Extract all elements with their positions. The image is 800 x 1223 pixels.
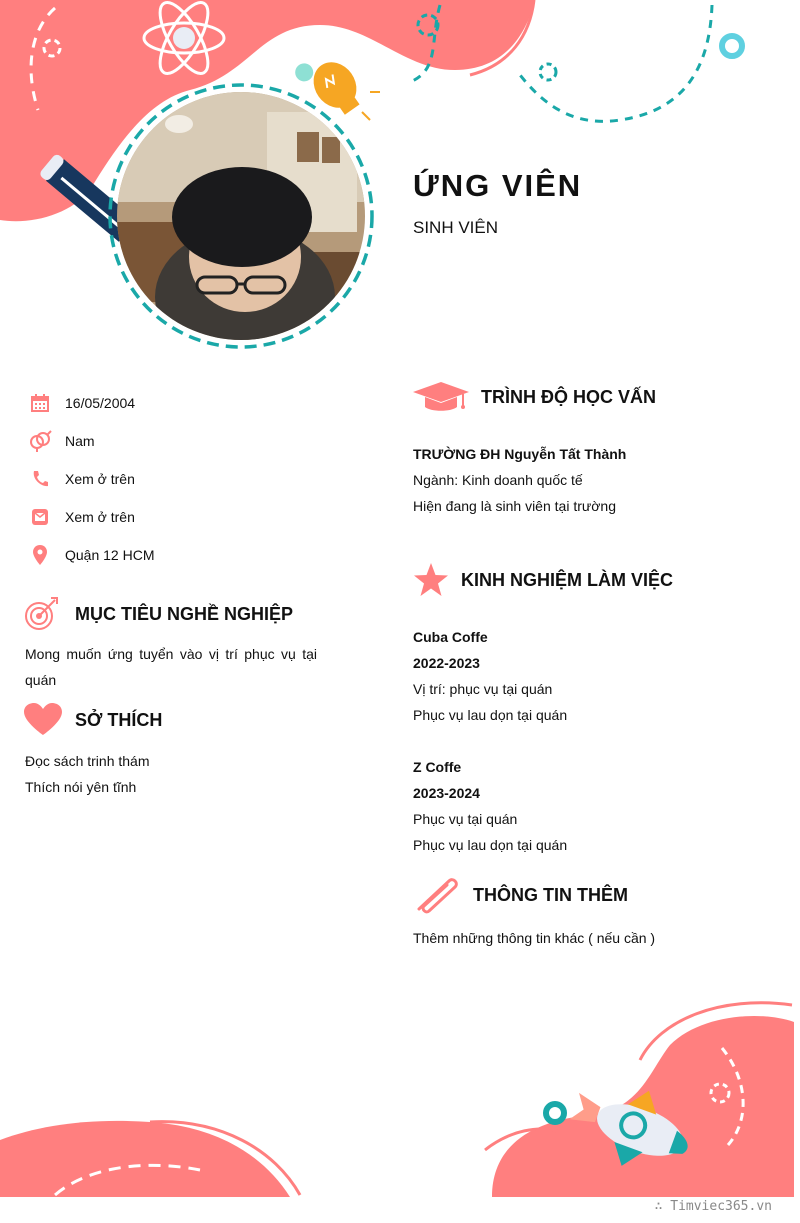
education-status: Hiện đang là sinh viên tại trường: [413, 498, 616, 514]
address-text: Quận 12 HCM: [65, 547, 155, 563]
candidate-title: SINH VIÊN: [413, 218, 499, 237]
experience-heading: [413, 563, 673, 597]
phone-text: Xem ở trên: [65, 471, 135, 487]
education-school: TRƯỜNG ĐH Nguyễn Tất Thành: [413, 446, 627, 462]
graduation-cap-icon: [413, 380, 469, 414]
job-line: Vị trí: phục vụ tại quán: [413, 681, 553, 697]
education-heading: [413, 380, 656, 414]
objective-text: Mong muốn ứng tuyển vào vị trí phục vụ tại quán: [25, 646, 317, 688]
contact-gender: [27, 422, 357, 460]
extra-heading: [413, 875, 628, 915]
extra-text: Thêm những thông tin khác ( nếu cần ): [413, 930, 656, 946]
avatar: [117, 92, 365, 340]
objective-heading: [24, 596, 293, 632]
contact-info: [27, 384, 357, 574]
heart-icon: [24, 703, 62, 737]
job-line: Phục vụ lau dọn tại quán: [413, 837, 568, 853]
contact-dob: [27, 384, 357, 422]
extra-heading-text: THÔNG TIN THÊM: [473, 884, 628, 905]
experience-job: [413, 754, 783, 858]
hobbies-list: [25, 748, 325, 800]
footer-decoration: [0, 990, 800, 1223]
contact-address: [27, 536, 357, 574]
candidate-name: ỨNG VIÊN: [413, 168, 583, 203]
calendar-icon: [27, 392, 53, 414]
job-line: Phục vụ tại quán: [413, 811, 518, 827]
star-icon: [413, 563, 449, 597]
gender-icon: [27, 430, 53, 452]
experience-heading-text: KINH NGHIỆM LÀM VIỆC: [461, 569, 674, 590]
education-major: Ngành: Kinh doanh quốc tế: [413, 472, 583, 488]
dob-text: 16/05/2004: [65, 395, 136, 411]
phone-icon: [27, 468, 53, 490]
header-decoration: [0, 0, 800, 360]
gender-text: Nam: [65, 433, 95, 449]
education-details: [413, 441, 783, 519]
contact-phone: [27, 460, 357, 498]
job-company: Z Coffe: [413, 759, 462, 775]
objective-heading-text: MỤC TIÊU NGHỀ NGHIỆP: [75, 603, 294, 624]
job-period: 2023-2024: [413, 785, 480, 801]
education-heading-text: TRÌNH ĐỘ HỌC VẤN: [481, 386, 656, 407]
job-period: 2022-2023: [413, 655, 480, 671]
experience-job: [413, 624, 783, 728]
hobby-item: Thích nói yên tĩnh: [25, 779, 137, 795]
hobbies-heading-text: SỞ THÍCH: [75, 709, 163, 730]
paperclip-icon: [413, 875, 459, 915]
email-icon: [27, 506, 53, 528]
footer-brand: ∴ Timviec365.vn: [654, 1199, 772, 1214]
hobbies-heading: [24, 703, 162, 737]
email-text: Xem ở trên: [65, 509, 135, 525]
job-line: Phục vụ lau dọn tại quán: [413, 707, 568, 723]
target-icon: [24, 596, 62, 632]
hobby-item: Đọc sách trinh thám: [25, 753, 150, 769]
job-company: Cuba Coffe: [413, 629, 488, 645]
contact-email: [27, 498, 357, 536]
location-icon: [27, 544, 53, 566]
